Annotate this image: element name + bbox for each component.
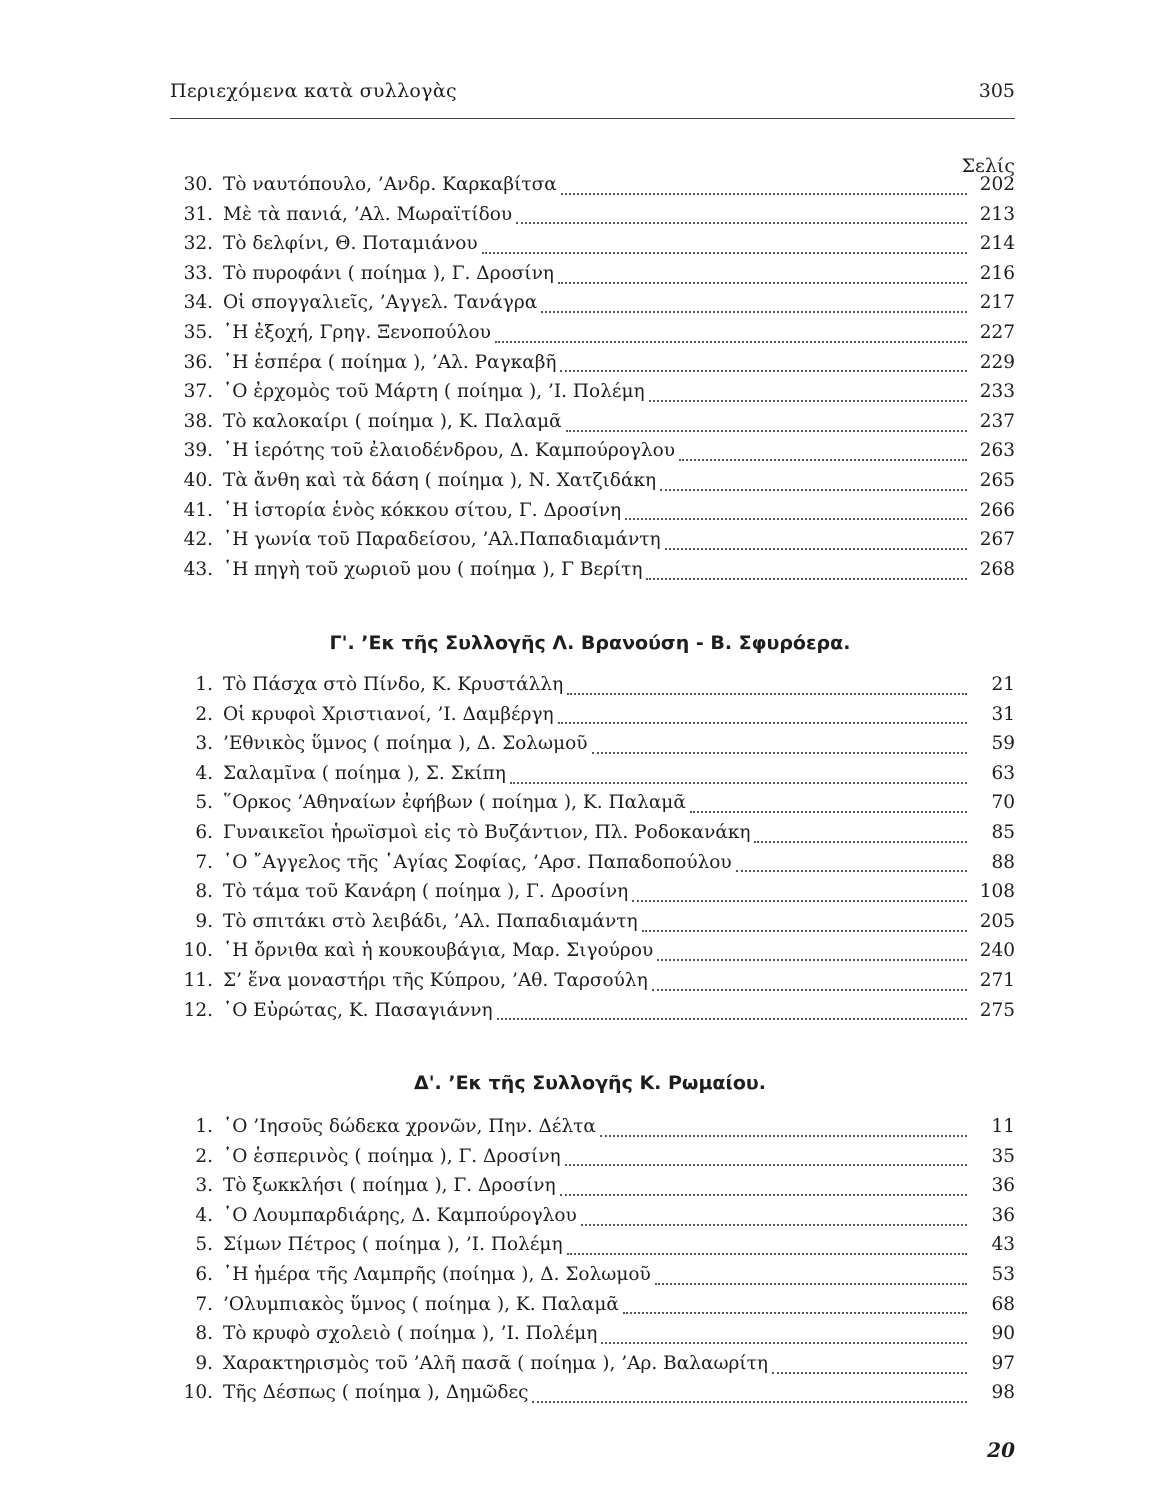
entry-page: 227 <box>979 321 1015 343</box>
entry-title: Τὸ πυροφάνι ( ποίημα ), Γ. Δροσίνη <box>223 262 554 284</box>
dot-leader <box>754 841 967 843</box>
dot-leader <box>567 693 967 695</box>
page-column-label: Σελίς <box>961 155 1015 177</box>
entry-title: Σ’ ἕνα μοναστήρι τῆς Κύπρου, ’Αθ. Ταρσούλη <box>223 969 648 991</box>
entry-number: 32. <box>183 233 213 255</box>
entry-title: Γυναικεῖοι ἡρωϊσμοὶ εἰς τὸ Βυζάντιον, Πλ. Ροδοκανάκη <box>223 821 751 843</box>
dot-leader <box>660 489 967 491</box>
toc-entry <box>165 529 1015 559</box>
entry-number: 2. <box>195 703 213 725</box>
entry-number: 42. <box>183 529 213 551</box>
entry-title: ῾Η ἑσπέρα ( ποίημα ), ’Αλ. Ραγκαβῆ <box>223 351 557 373</box>
entry-number: 9. <box>195 910 213 932</box>
section-d-heading: Δ'. ’Εκ τῆς Συλλογῆς Κ. Ρωμαίου. <box>414 1072 766 1094</box>
entry-number: 7. <box>195 1293 213 1315</box>
entry-number: 12. <box>183 999 213 1021</box>
entry-number: 33. <box>183 262 213 284</box>
entry-page: 36 <box>991 1175 1015 1197</box>
dot-leader <box>679 459 967 461</box>
entry-title: Σαλαμῖνα ( ποίημα ), Σ. Σκίπη <box>223 762 506 784</box>
dot-leader <box>600 1135 967 1137</box>
entry-title: Σίμων Πέτρος ( ποίημα ), ’Ι. Πολέμη <box>223 1234 563 1256</box>
entry-number: 39. <box>183 440 213 462</box>
entry-page: 217 <box>979 292 1015 314</box>
entry-page: 43 <box>991 1234 1015 1256</box>
dot-leader <box>581 1224 967 1226</box>
entry-number: 35. <box>183 321 213 343</box>
entry-number: 5. <box>195 1234 213 1256</box>
entry-page: 233 <box>979 381 1015 403</box>
entry-number: 43. <box>183 558 213 580</box>
entry-number: 37. <box>183 381 213 403</box>
signature-mark: 20 <box>987 1438 1015 1462</box>
entry-title: ῾Η ὄρνιθα καὶ ἡ κουκουβάγια, Μαρ. Σιγούρου <box>223 940 654 962</box>
entry-page: 85 <box>991 821 1015 843</box>
toc-entry <box>165 1353 1015 1383</box>
entry-title: Τὸ δελφίνι, Θ. Ποταμιάνου <box>223 233 478 255</box>
entry-title: Οἱ κρυφοὶ Χριστιανοί, ’Ι. Δαμβέργη <box>223 703 554 725</box>
entry-page: 98 <box>991 1382 1015 1404</box>
entry-number: 36. <box>183 351 213 373</box>
entry-title: Τὰ ἄνθη καὶ τὰ δάση ( ποίημα ), Ν. Χατζιδάκη <box>223 469 657 491</box>
toc-entry <box>165 292 1015 322</box>
entry-page: 202 <box>979 174 1015 195</box>
entry-page: 271 <box>979 969 1015 991</box>
dot-leader <box>736 870 967 872</box>
entry-number: 1. <box>195 674 213 695</box>
toc-entry <box>165 1323 1015 1353</box>
entry-page: 31 <box>991 703 1015 725</box>
dot-leader <box>565 1164 967 1166</box>
dot-leader <box>601 1342 967 1344</box>
entry-title: Τὸ σπιτάκι στὸ λειβάδι, ’Αλ. Παπαδιαμάντη <box>223 910 638 932</box>
toc-entry <box>165 911 1015 941</box>
dot-leader <box>625 518 967 520</box>
entry-number: 5. <box>195 792 213 814</box>
entry-page: 237 <box>979 410 1015 432</box>
entry-page: 11 <box>991 1116 1015 1137</box>
toc-entry <box>165 1000 1015 1030</box>
section-c-list <box>165 674 1015 1029</box>
dot-leader <box>655 1283 967 1285</box>
entry-number: 41. <box>183 499 213 521</box>
entry-title: Οἱ σπογγαλιεῖς, ’Αγγελ. Τανάγρα <box>223 292 538 314</box>
entry-page: 90 <box>991 1323 1015 1345</box>
toc-entry <box>165 674 1015 704</box>
section-d-list <box>165 1116 1015 1412</box>
entry-page: 63 <box>991 762 1015 784</box>
dot-leader <box>482 252 967 254</box>
toc-entry <box>165 1382 1015 1412</box>
entry-page: 265 <box>979 469 1015 491</box>
entry-title: Τὸ τάμα τοῦ Κανάρη ( ποίημα ), Γ. Δροσίνη <box>223 881 629 903</box>
entry-title: Τὸ ναυτόπουλο, ’Ανδρ. Καρκαβίτσα <box>223 174 557 195</box>
entry-title: ῾Η ἱστορία ἑνὸς κόκκου σίτου, Γ. Δροσίνη <box>223 499 622 521</box>
entry-title: Τῆς Δέσπως ( ποίημα ), Δημῶδες <box>223 1382 529 1404</box>
entry-number: 7. <box>195 851 213 873</box>
dot-leader <box>772 1372 967 1374</box>
entry-page: 68 <box>991 1293 1015 1315</box>
entry-page: 214 <box>979 233 1015 255</box>
toc-entry <box>165 1264 1015 1294</box>
toc-entry <box>165 559 1015 589</box>
toc-entry <box>165 1294 1015 1324</box>
dot-leader <box>560 1194 967 1196</box>
dot-leader <box>652 989 967 991</box>
toc-entry <box>165 940 1015 970</box>
running-header <box>170 80 1015 114</box>
dot-leader <box>566 430 967 432</box>
toc-entry <box>165 233 1015 263</box>
dot-leader <box>495 341 967 343</box>
entry-number: 3. <box>195 1175 213 1197</box>
toc-entry <box>165 970 1015 1000</box>
entry-number: 11. <box>183 969 213 991</box>
toc-entry <box>165 411 1015 441</box>
entry-number: 3. <box>195 733 213 755</box>
toc-entry <box>165 1205 1015 1235</box>
dot-leader <box>567 1253 967 1255</box>
entry-page: 35 <box>991 1145 1015 1167</box>
toc-entry <box>165 792 1015 822</box>
entry-title: ῾Η ἡμέρα τῆς Λαμπρῆς (ποίημα ), Δ. Σολωμοῦ <box>223 1263 651 1285</box>
entry-page: 229 <box>979 351 1015 373</box>
toc-entry <box>165 852 1015 882</box>
entry-title: ῾Η ἱερότης τοῦ ἐλαιοδένδρου, Δ. Καμπούρογλου <box>223 440 676 462</box>
entry-page: 268 <box>979 558 1015 580</box>
toc-entry <box>165 1116 1015 1146</box>
toc-entry <box>165 352 1015 382</box>
entry-number: 38. <box>183 410 213 432</box>
toc-entry <box>165 204 1015 234</box>
dot-leader <box>632 900 967 902</box>
entry-title: ῾Η γωνία τοῦ Παραδείσου, ’Αλ.Παπαδιαμάντη <box>223 529 661 551</box>
entry-page: 108 <box>979 881 1015 903</box>
dot-leader <box>561 193 967 195</box>
entry-number: 4. <box>195 1204 213 1226</box>
entry-page: 36 <box>991 1204 1015 1226</box>
section-b-list <box>165 174 1015 588</box>
entry-page: 240 <box>979 940 1015 962</box>
toc-entry <box>165 322 1015 352</box>
entry-title: Χαρακτηρισμὸς τοῦ ’Αλῆ πασᾶ ( ποίημα ), ’Αρ. Βαλαωρίτη <box>223 1352 768 1374</box>
entry-page: 267 <box>979 529 1015 551</box>
entry-page: 263 <box>979 440 1015 462</box>
dot-leader <box>532 1401 967 1403</box>
entry-number: 4. <box>195 762 213 784</box>
entry-page: 70 <box>991 792 1015 814</box>
entry-title: Τὸ καλοκαίρι ( ποίημα ), Κ. Παλαμᾶ <box>223 410 562 432</box>
dot-leader <box>558 722 967 724</box>
toc-entry <box>165 704 1015 734</box>
entry-title: Μὲ τὰ πανιά, ’Αλ. Μωραϊτίδου <box>223 203 513 225</box>
entry-title: ῾Η ἐξοχή, Γρηγ. Ξενοπούλου <box>223 321 491 343</box>
entry-number: 10. <box>183 1382 213 1404</box>
entry-number: 2. <box>195 1145 213 1167</box>
entry-title: ῾Η πηγὴ τοῦ χωριοῦ μου ( ποίημα ), Γ Βερίτη <box>223 558 643 580</box>
entry-title: ῾Ο ἐρχομὸς τοῦ Μάρτη ( ποίημα ), ’Ι. Πολέμη <box>223 381 645 403</box>
section-c-heading: Γ'. ’Εκ τῆς Συλλογῆς Λ. Βρανούση - Β. Σφυρόερα. <box>329 632 851 654</box>
entry-title: ῾Ο ’Ιησοῦς δώδεκα χρονῶν, Πην. Δέλτα <box>223 1116 596 1137</box>
entry-number: 30. <box>183 174 213 195</box>
toc-entry <box>165 1234 1015 1264</box>
toc-entry <box>165 440 1015 470</box>
page-number: 305 <box>978 80 1015 102</box>
toc-entry <box>165 381 1015 411</box>
entry-page: 213 <box>979 203 1015 225</box>
entry-title: Τὸ Πάσχα στὸ Πίνδο, Κ. Κρυστάλλη <box>223 674 564 695</box>
entry-number: 31. <box>183 203 213 225</box>
entry-page: 21 <box>991 674 1015 695</box>
dot-leader <box>516 222 967 224</box>
dot-leader <box>623 1312 967 1314</box>
dot-leader <box>690 811 967 813</box>
toc-entry <box>165 500 1015 530</box>
entry-number: 40. <box>183 469 213 491</box>
entry-page: 205 <box>979 910 1015 932</box>
entry-page: 216 <box>979 262 1015 284</box>
entry-title: ῾Ο ἑσπερινὸς ( ποίημα ), Γ. Δροσίνη <box>223 1145 561 1167</box>
entry-title: Τὸ κρυφὸ σχολειὸ ( ποίημα ), ’Ι. Πολέμη <box>223 1323 598 1345</box>
entry-title: ῾Ο ῎Αγγελος τῆς ῾Αγίας Σοφίας, ’Αρσ. Παπαδοπούλου <box>223 851 732 873</box>
entry-number: 34. <box>183 292 213 314</box>
dot-leader <box>592 752 967 754</box>
entry-title: ’Εθνικὸς ὕμνος ( ποίημα ), Δ. Σολωμοῦ <box>223 733 588 755</box>
toc-entry <box>165 263 1015 293</box>
header-rule <box>170 118 1015 119</box>
dot-leader <box>649 400 967 402</box>
entry-title: ῾Ο Λουμπαρδιάρης, Δ. Καμπούρογλου <box>223 1204 577 1226</box>
dot-leader <box>541 311 967 313</box>
entry-page: 88 <box>991 851 1015 873</box>
toc-entry <box>165 174 1015 204</box>
entry-number: 1. <box>195 1116 213 1137</box>
toc-entry <box>165 1175 1015 1205</box>
entry-number: 8. <box>195 1323 213 1345</box>
entry-number: 6. <box>195 1263 213 1285</box>
toc-entry <box>165 881 1015 911</box>
dot-leader <box>646 578 967 580</box>
entry-title: ῞Ορκος ’Αθηναίων ἐφήβων ( ποίημα ), Κ. Παλαμᾶ <box>223 792 686 814</box>
dot-leader <box>642 930 967 932</box>
entry-page: 275 <box>979 999 1015 1021</box>
dot-leader <box>497 1018 967 1020</box>
entry-title: ῾Ο Εὐρώτας, Κ. Πασαγιάννη <box>223 999 493 1021</box>
dot-leader <box>560 370 967 372</box>
header-title: Περιεχόμενα κατὰ συλλογὰς <box>170 80 457 102</box>
entry-title: ’Ολυμπιακὸς ὕμνος ( ποίημα ), Κ. Παλαμᾶ <box>223 1293 619 1315</box>
toc-entry <box>165 733 1015 763</box>
entry-number: 6. <box>195 821 213 843</box>
dot-leader <box>657 959 967 961</box>
entry-number: 10. <box>183 940 213 962</box>
dot-leader <box>665 548 967 550</box>
entry-number: 9. <box>195 1352 213 1374</box>
toc-entry <box>165 470 1015 500</box>
toc-entry <box>165 763 1015 793</box>
entry-page: 59 <box>991 733 1015 755</box>
dot-leader <box>510 782 967 784</box>
entry-title: Τὸ ξωκκλήσι ( ποίημα ), Γ. Δροσίνη <box>223 1175 556 1197</box>
dot-leader <box>558 282 967 284</box>
entry-page: 97 <box>991 1352 1015 1374</box>
toc-entry <box>165 822 1015 852</box>
entry-page: 53 <box>991 1263 1015 1285</box>
entry-page: 266 <box>979 499 1015 521</box>
toc-entry <box>165 1146 1015 1176</box>
entry-number: 8. <box>195 881 213 903</box>
